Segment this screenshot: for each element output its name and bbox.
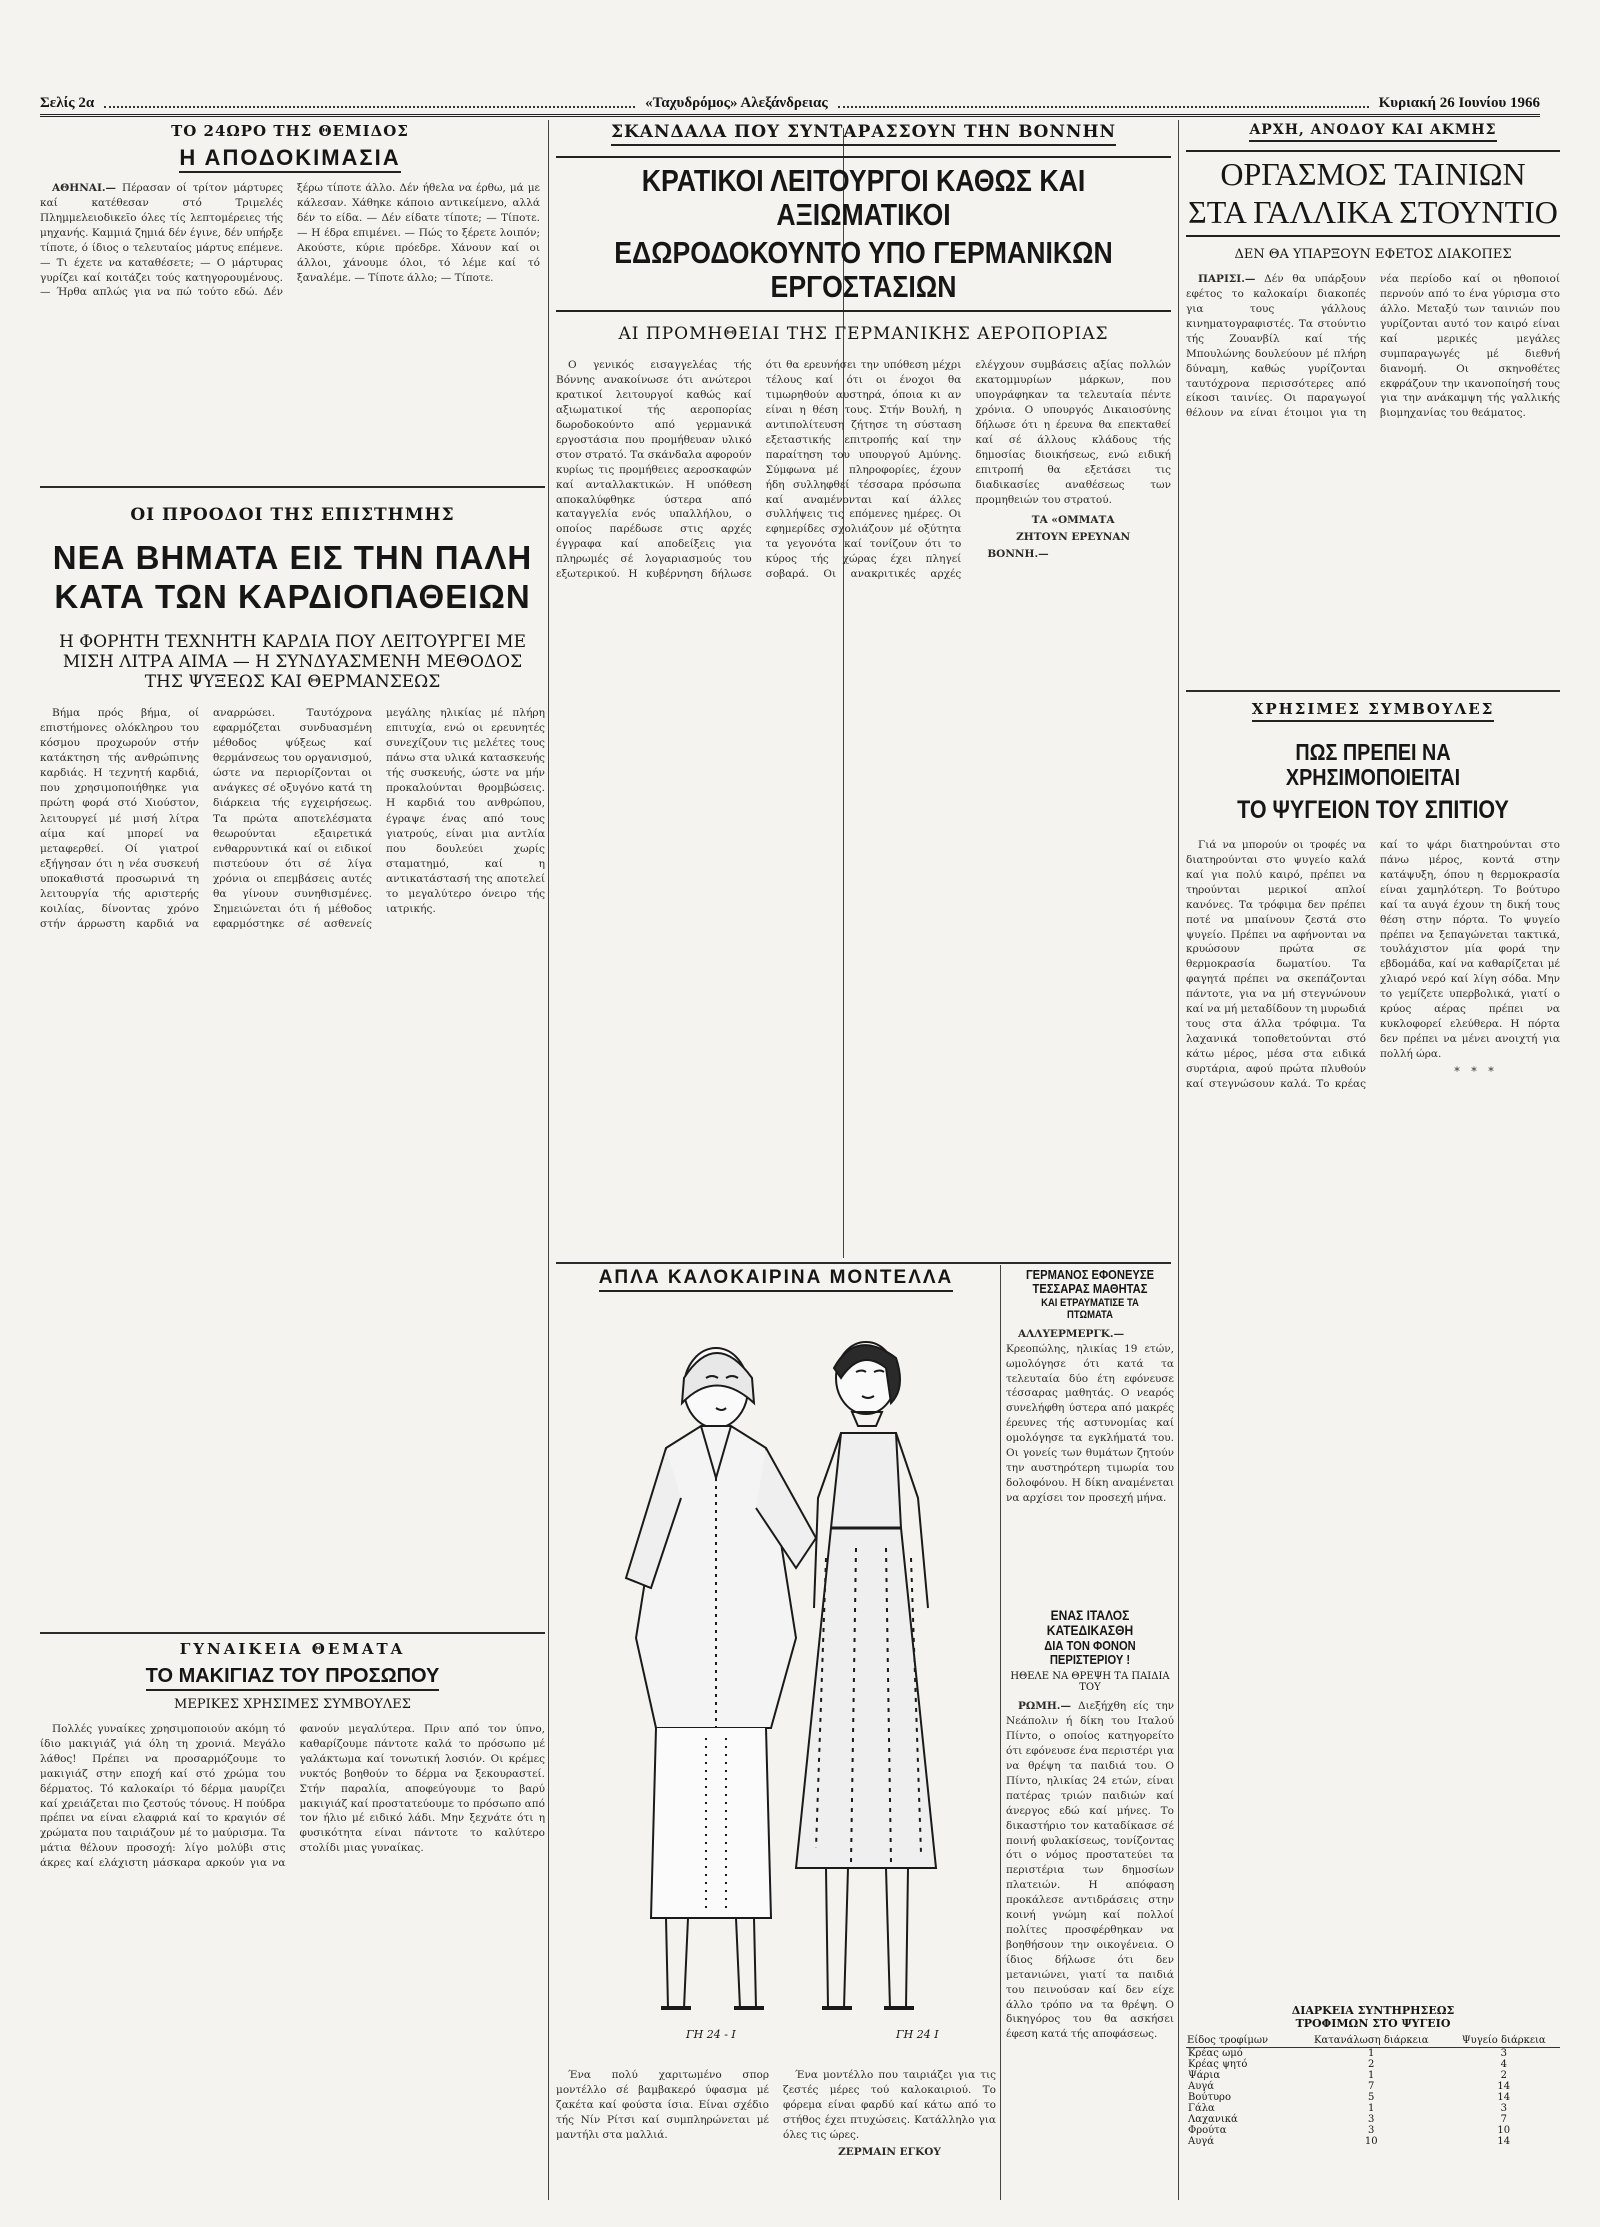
court-headline: Η ΑΠΟΔΟΚΙΜΑΣΙΑ	[179, 146, 400, 173]
table-cell: 5	[1368, 2092, 1375, 2104]
cinema-headline-1: ΟΡΓΑΣΜΟΣ ΤΑΙΝΙΩΝ	[1220, 156, 1526, 192]
fridge-body: Γιά να μπορούν οι τροφές να διατηρούνται στο ψυγείο καλά καί για πολύ καιρό, πρέπει να τηρούνται μερικοί απλοί κανόνες. Τα τρόφιμα δεν πρέπει ποτέ να μπαίνουν ζεστά στο ψυγείο. Πρέπει να αφήνονται να κρυώσουν πρώτα σε θερμοκρασία δωματίου. Τα φαγητά πρέπει να σκεπάζονται πάντοτε, για να μή στεγνώνουν καί να μή μεταδίδουν τη μυρωδιά τους στα άλλα τρόφιμα. Τα λαχανικά τοποθετούνται στό κάτω μέρος, μέσα στα ειδικά συρτάρια, αφού πρώτα πλυθούν καί στεγνώσουν καλά. Το κρέας καί το ψάρι διατηρούνται στο πάνω μέρος, κοντά στην κατάψυξη, όπου η θερμοκρασία είναι χαμηλότερη. Το βούτυρο καί τα αυγά έχουν τη δική τους θέση στην πόρτα. Το ψυγείο πρέπει να ξεπαγώνεται τακτικά, τουλάχιστον μία φορά την εβδομάδα, καί να καθαρίζεται μέ χλιαρό νερό καί λίγη σόδα. Μην το γεμίζετε υπερβολικά, γιατί ο κρύος αέρας πρέπει να κυκλοφορεί ελεύθερα. Η πόρτα δεν πρέπει να μένει ανοιχτή για πολλή ώρα.	[1186, 839, 1560, 1090]
court-kicker: ΤΟ 24ΩΡΟ ΤΗΣ ΘΕΜΙΔΟΣ	[171, 122, 409, 140]
fashion-label-2: ΓΗ 24 I	[896, 2028, 939, 2041]
table-header: Κατανάλωση διάρκεια	[1295, 2034, 1448, 2048]
table-cell: Γάλα	[1188, 2103, 1215, 2115]
fashion-signature: ΖΕΡΜΑΙΝ ΕΓΚΟΥ	[838, 2145, 941, 2158]
paper-name: «Ταχυδρόμος» Αλεξάνδρειας	[645, 94, 828, 111]
bonn-kicker: ΣΚΑΝΔΑΛΑ ΠΟΥ ΣΥΝΤΑΡΑΣΣΟΥΝ ΤΗΝ ΒΟΝΝΗΝ	[611, 122, 1116, 146]
table-cell: 7	[1500, 2114, 1507, 2126]
fashion-headline: ΑΠΛΑ ΚΑΛΟΚΑΙΡΙΝΑ ΜΟΝΤΕΛΛΑ	[599, 1268, 954, 1292]
table-cell: Λαχανικά	[1188, 2114, 1238, 2126]
storage-table-title-2: ΤΡΟΦΙΜΩΝ ΣΤΟ ΨΥΓΕΙΟ	[1295, 2017, 1451, 2031]
table-cell: Αυγά	[1188, 2136, 1215, 2148]
table-cell: Φρούτα	[1188, 2125, 1227, 2137]
crime-dateline: ΑΛΛΥΕΡΜΕΡΓΚ.—	[1018, 1327, 1125, 1340]
table-cell: 14	[1497, 2092, 1511, 2104]
model-right-figure	[796, 1342, 936, 2008]
table-cell: Κρέας ωμό	[1188, 2048, 1243, 2060]
table-cell: 14	[1497, 2081, 1511, 2093]
italian-headline-2: ΔΙΑ ΤΟΝ ΦΟΝΟΝ ΠΕΡΙΣΤΕΡΙΟΥ !	[1044, 1637, 1136, 1668]
cinema-headline-2: ΣΤΑ ΓΑΛΛΙΚΑ ΣΤΟΥΝΤΙΟ	[1188, 193, 1558, 230]
bonn-sub: ΑΙ ΠΡΟΜΗΘΕΙΑΙ ΤΗΣ ΓΕΡΜΑΝΙΚΗΣ ΑΕΡΟΠΟΡΙΑΣ	[618, 324, 1109, 345]
fridge-article: ΧΡΗΣΙΜΕΣ ΣΥΜΒΟΥΛΕΣ ΠΩΣ ΠΡΕΠΕΙ ΝΑ ΧΡΗΣΙΜΟΠΟΙΕΙΤΑΙ ΤΟ ΨΥΓΕΙΟΝ ΤΟΥ ΣΠΙΤΙΟΥ Γιά να μπορούν οι τροφές να διατηρούνται στο ψυγείο καλά καί για πολύ καιρό, πρέπει να τηρούνται μερικοί απλοί κανόνες. Τα τρόφιμα δεν πρέπει ποτέ να μπαίνουν ζεστά στο ψυγείο. Πρέπει να αφήνονται να κρυώσουν πρώτα σε θερμοκρασία δωματίου. Τα φαγητά πρέπει να σκεπάζονται πάντοτε, για να μή στεγνώνουν καί να μή μεταδίδουν τη μυρωδιά τους στα άλλα τρόφιμα. Τα λαχανικά τοποθετούνται στό κάτω μέρος, μέσα στα ειδικά συρτάρια, αφού πρώτα πλυθούν καί στεγνώσουν καλά. Το κρέας καί το ψάρι διατηρούνται στο πάνω μέρος, κοντά στην κατάψυξη, όπου η θερμοκρασία είναι χαμηλότερη. Το βούτυρο καί τα αυγά έχουν τη δική τους θέση στην πόρτα. Το ψυγείο πρέπει να ξεπαγώνεται τακτικά, τουλάχιστον μία φορά την εβδομάδα, καί να καθαρίζεται μέ χλιαρό νερό καί λίγη σόδα. Μην το γεμίζετε υπερβολικά, γιατί ο κρύος αέρας πρέπει να κυκλοφορεί ελεύθερα. Η πόρτα δεν πρέπει να μένει ανοιχτή για πολλή ώρα. * * * ΔΙΑΡΚΕΙΑ ΣΥΝΤΗΡΗΣΕΩΣ ΤΡΟΦΙΜΩΝ ΣΤΟ ΨΥΓΕΙΟ Είδος τροφίμων Κατανάλωση διάρκεια Ψυγείο διάρκεια Κρέας ωμό 1 3 Κρέας ψητό 2 4 Ψάρια 1 2 Αυγά 7 14 Βούτυρο 5 14 Γάλα 1 3 Λαχανικά 3 7 Φρούτα 3 10 Αυγά 10 14	[1186, 700, 1560, 2148]
bonn-article	[556, 122, 1171, 1257]
cinema-sub: ΔΕΝ ΘΑ ΥΠΑΡΞΟΥΝ ΕΦΕΤΟΣ ΔΙΑΚΟΠΕΣ	[1234, 247, 1512, 263]
table-cell: 3	[1500, 2048, 1507, 2060]
storage-table-grid	[1186, 2034, 1560, 2147]
science-deck-2: ΜΙΣΗ ΛΙΤΡΑ ΑΙΜΑ — Η ΣΥΝΔΥΑΣΜΕΝΗ ΜΕΘΟΔΟΣ	[62, 652, 523, 673]
crime-headline-1: ΓΕΡΜΑΝΟΣ ΕΦΟΝΕΥΣΕ	[1025, 1268, 1155, 1282]
fashion-caption-2: Ένα μοντέλλο που ταιριάζει για τις ζεστές μέρες τού καλοκαιριού. Το φόρεμα είναι φαρδύ καί κάτω από το στήθος έχει πτυχώσεις. Κατάλληλο για όλες τις ώρες.	[783, 2069, 996, 2141]
table-cell: 1	[1368, 2070, 1375, 2082]
crime-body: Κρεοπώλης, ηλικίας 19 ετών, ωμολόγησε ότι κατά τα τελευταία δύο έτη εφόνευσε τέσσαρας μαθητάς. Ο νεαρός συνελήφθη ύστερα από μακρές έρευνες τής αστυνομίας καί ομολόγησε τα εγκλήματά του. Οι γονείς των θυμάτων ζητούν την αυστηρότερη τιμωρία του δολοφόνου. Η δίκη αναμένεται να αρχίσει τον προσεχή μήνα.	[1006, 1342, 1174, 1504]
issue-date: Κυριακή 26 Ιουνίου 1966	[1378, 94, 1540, 111]
table-cell: 10	[1364, 2136, 1378, 2148]
bonn-headline-1: ΚΡΑΤΙΚΟΙ ΛΕΙΤΟΥΡΓΟΙ ΚΑΘΩΣ ΚΑΙ ΑΞΙΩΜΑΤΙΚΟΙ	[641, 163, 1086, 233]
science-deck-3: ΤΗΣ ΨΥΞΕΩΣ ΚΑΙ ΘΕΡΜΑΝΣΕΩΣ	[144, 672, 441, 693]
table-cell: Βούτυρο	[1188, 2092, 1231, 2104]
cinema-body: Δέν θα υπάρξουν εφέτος το καλοκαίρι διακοπές για τους γάλλους κινηματογραφιστές. Τα στούντιο τής Ζουανβίλ καί τής Μπουλώνης δουλεύουν μέ πλήρη δύναμη, καθώς γυρίζονται ταυτόχρονα περισσότερες από είκοσι ταινίες. Οι παραγωγοί θέλουν να είναι έτοιμοι για τη νέα περίοδο καί οι ηθοποιοί περνούν από το ένα γύρισμα στο άλλο. Μεταξύ των ταινιών που γυρίζονται αυτό τον καιρό είναι καί μερικές μεγάλες συμπαραγωγές μέ διεθνή διανομή. Οι σκηνοθέτες εκφράζουν την ικανοποίησή τους για την ανάκαμψη τής γαλλικής βιομηχανίας του θεάματος.	[1186, 273, 1560, 420]
german-crime-article	[1006, 1268, 1174, 1598]
table-header: Είδος τροφίμων	[1186, 2034, 1295, 2048]
fashion-caption-1: Ένα πολύ χαριτωμένο σπορ μοντέλλο σέ βαμβακερό ύφασμα μέ ζακέτα καί φούστα ίσια. Είναι σχέδιο τής Νίν Ρίτσι καί συμπληρώνεται μέ μαντήλι στα μαλλιά.	[556, 2069, 769, 2141]
science-article	[40, 495, 545, 1625]
fridge-kicker: ΧΡΗΣΙΜΕΣ ΣΥΜΒΟΥΛΕΣ	[1252, 700, 1495, 722]
makeup-kicker: ΓΥΝΑΙΚΕΙΑ ΘΕΜΑΤΑ	[179, 1640, 406, 1658]
table-cell: 10	[1497, 2125, 1511, 2137]
court-dateline: ΑΘΗΝΑΙ.—	[52, 182, 117, 195]
table-cell: 7	[1368, 2081, 1375, 2093]
fashion-label-1: ΓΗ 24 - I	[686, 2028, 736, 2041]
table-cell: 2	[1368, 2059, 1375, 2071]
table-cell: Αυγά	[1188, 2081, 1215, 2093]
fridge-headline-2: ΤΟ ΨΥΓΕΙΟΝ ΤΟΥ ΣΠΙΤΙΟΥ	[1237, 795, 1509, 824]
table-row	[1186, 2125, 1560, 2136]
table-row	[1186, 2114, 1560, 2125]
cinema-dateline: ΠΑΡΙΣΙ.—	[1198, 273, 1256, 286]
italian-body: Διεξήχθη είς την Νεάπολιν ή δίκη του Ιταλού Πίντο, ο οποίος κατηγορείτο ότι εφόνευσε ένα περιστέρι για να θρέψη τα παιδιά του. Ο Πίντο, ηλικίας 24 ετών, είναι πατέρας τριών παιδιών καί άνεργος εδώ καί μήνες. Το δικαστήριο τον καταδίκασε σέ ποινή φυλακίσεως, τονίζοντας ότι ο νόμος προστατεύει τα περιστέρια των δημοσίων πλατειών. Η απόφαση προκάλεσε αντιδράσεις στην κοινή γνώμη καί πολλοί πολίτες προσφέρθηκαν να βοηθήσουν την οικογένεια. Ο ίδιος δήλωσε ότι δεν μετανιώνει, γιατί τα παιδιά του πεινούσαν καί δεν είχε άλλο τρόπο να τα θρέψη. Ο δικηγόρος του θα ασκήσει έφεση κατά τής αποφάσεως.	[1006, 1700, 1174, 2041]
table-row	[1186, 2103, 1560, 2114]
makeup-headline: ΤΟ ΜΑΚΙΓΙΑΖ ΤΟΥ ΠΡΟΣΩΠΟΥ	[146, 1666, 440, 1691]
cinema-kicker: ΑΡΧΗ, ΑΝΟΔΟΥ ΚΑΙ ΑΚΜΗΣ	[1249, 122, 1496, 142]
bonn-dateline: ΒΟΝΝΗ.—	[987, 548, 1049, 561]
table-cell: 1	[1368, 2048, 1375, 2060]
table-row	[1186, 2059, 1560, 2070]
table-cell: 14	[1497, 2136, 1511, 2148]
science-deck-1: Η ΦΟΡΗΤΗ ΤΕΧΝΗΤΗ ΚΑΡΔΙΑ ΠΟΥ ΛΕΙΤΟΥΡΓΕΙ ΜΕ	[58, 632, 526, 653]
table-row	[1186, 2092, 1560, 2103]
italian-article	[1006, 1608, 1174, 2206]
science-kicker: ΟΙ ΠΡΟΟΔΟΙ ΤΗΣ ΕΠΙΣΤΗΜΗΣ	[130, 505, 455, 525]
table-header: Ψυγείο διάρκεια	[1448, 2034, 1560, 2048]
table-cell: Ψάρια	[1188, 2070, 1221, 2082]
fashion-section	[556, 1268, 996, 2208]
table-row	[1186, 2081, 1560, 2092]
fashion-illustration	[556, 1308, 996, 2068]
bonn-body: Ο γενικός εισαγγελέας τής Βόννης ανακοίνωσε ότι ανώτεροι κρατικοί λειτουργοί καθώς καί αξιωματικοί τής αεροπορίας δωροδοκούντο από γερμανικά εργοστάσια που προμήθευαν υλικό στον στρατό. Τα σκάνδαλα αφορούν κυρίως τις προμήθειες αεροσκαφών καί ανταλλακτικών. Η υπόθεση αποκαλύφθηκε ύστερα από καταγγελία ενός υπαλλήλου, ο οποίος παρέδωσε στις αρχές έγγραφα καί αποδείξεις για πληρωμές σέ λογαριασμούς του εξωτερικού. Η κυβέρνηση δήλωσε ότι θα ερευνήσει την υπόθεση μέχρι τέλους καί ότι οι ένοχοι θα τιμωρηθούν αυστηρά, όποια κι αν είναι η θέση τους. Στήν Βουλή, η αντιπολίτευση ζήτησε τη σύσταση εξεταστικής επιτροπής καί την παραίτηση του υπουργού Αμύνης. Σύμφωνα μέ πληροφορίες, έχουν ήδη συλληφθεί τέσσαρα πρόσωπα καί αναμένονται καί άλλες συλλήψεις τις επόμενες ημέρες. Οι εφημερίδες σχολιάζουν μέ οξύτητα τα γεγονότα καί τονίζουν ότι το κύρος τής χώρας έχει πληγεί σοβαρά. Οι ανακριτικές αρχές ελέγχουν συμβάσεις αξίας πολλών εκατομμυρίων μάρκων, που υπογράφηκαν τα τελευταία πέντε χρόνια. Ο υπουργός Δικαιοσύνης δήλωσε ότι η έρευνα θα επεκταθεί καί σέ άλλους κλάδους τής δημοσίας διοικήσεως, ενώ ειδική επιτροπή θα εξετάσει τις διαδικασίες αναθέσεως των προμηθειών του στρατού.	[556, 359, 1171, 581]
makeup-sub: ΜΕΡΙΚΕΣ ΧΡΗΣΙΜΕΣ ΣΥΜΒΟΥΛΕΣ	[174, 1697, 411, 1712]
court-body: Πέρασαν οί τρίτον μάρτυρες καί κατέθεσαν στό Τριμελές Πλημμελειοδικεῖο όλες τίς λεπτομέρειες τής μηχανής. Καμμιά ζημιά δέν έγινε, δέν υπήρξε τίποτε, ό ίδιος ο τελευταίος μάρτυς επέμενε. — Τι έχετε να καταθέσετε; — Ο μάρτυρας γυρίζει καί κοιτάζει τούς κατηγορουμένους. — Ήρθα απλώς για να πώ τούτο εδώ. Δέν ξέρω τίποτε άλλο. Δέν ήθελα να έρθω, μά με κάλεσαν. Χάθηκε κάποιο αντικείμενο, αλλά δέν το είδα. — Δέν είδατε τίποτε; — Τίποτε. — Η έδρα επιμένει. — Πώς το ξέρετε λοιπόν; Ακούστε, κύριε πρόεδρε. Χάνουν καί οι άλλοι, χάνουμε όλοι, τό λέμε καί τό ξαναλέμε. — Τίποτε άλλο; — Τίποτε.	[40, 182, 540, 299]
science-body: Βήμα πρός βήμα, οί επιστήμονες ολόκληρου του κόσμου προχωρούν στήν κατάκτηση τής ανθρώπινης καρδιάς. Η τεχνητή καρδιά, που χρησιμοποιήθηκε για πρώτη φορά στό Χιούστον, λειτουργεί μέ μισή λίτρα αίμα καί μπορεί να μεταφερθεί. Οί γιατροί εξήγησαν ότι η νέα συσκευή υποκαθιστά προσωρινά τη λειτουργία τής αριστερής κοιλίας, δίνοντας χρόνο στήν άρρωστη καρδιά να αναρρώσει. Ταυτόχρονα εφαρμόζεται συνδυασμένη μέθοδος ψύξεως καί θερμάνσεως του οργανισμού, ώστε να περιορίζονται οι ανάγκες σέ οξυγόνο κατά τη διάρκεια τής εγχειρήσεως. Τα πρώτα αποτελέσματα θεωρούνται εξαιρετικά ενθαρρυντικά καί οι ειδικοί πιστεύουν ότι σέ λίγα χρόνια οι επεμβάσεις αυτές θα γίνουν συνηθισμένες. Σημειώνεται ότι ή μέθοδος εφαρμόστηκε σέ ασθενείς μεγάλης ηλικίας μέ πλήρη επιτυχία, ενώ οι ερευνητές συνεχίζουν τις μελέτες τους πάνω στα υλικά κατασκευής τής συσκευής, ώστε να μήν προκαλούνται θρομβώσεις. Η καρδιά του ανθρώπου, έγραψε ένας από τους γιατρούς, είναι μια αντλία που δουλεύει χωρίς σταματημό, καί η αντικατάστασή της αποτελεί το μεγαλύτερο όνειρο τής ιατρικής.	[40, 707, 545, 930]
storage-table-title-1: ΔΙΑΡΚΕΙΑ ΣΥΝΤΗΡΗΣΕΩΣ	[1291, 2004, 1455, 2018]
science-headline-2: ΚΑΤΑ ΤΩΝ ΚΑΡΔΙΟΠΑΘΕΙΩΝ	[54, 577, 531, 615]
bonn-byline-1: ΤΑ «ΟΜΜΑΤΑ	[1031, 514, 1115, 527]
table-row	[1186, 2136, 1560, 2147]
italian-dateline: ΡΩΜΗ.—	[1018, 1700, 1071, 1713]
table-row	[1186, 2048, 1560, 2060]
bonn-byline-2: ΖΗΤΟΥΝ ΕΡΕΥΝΑΝ	[1016, 531, 1131, 544]
table-cell: 3	[1368, 2125, 1375, 2137]
table-cell: Κρέας ψητό	[1188, 2059, 1248, 2071]
model-left-figure	[626, 1348, 816, 2008]
page-number: Σελίς 2α	[40, 94, 95, 111]
table-cell: 1	[1368, 2103, 1375, 2115]
table-cell: 3	[1368, 2114, 1375, 2126]
crime-headline-3: ΚΑΙ ΕΤΡΑΥΜΑΤΙΣΕ ΤΑ ΠΤΩΜΑΤΑ	[1041, 1296, 1139, 1321]
storage-table	[1186, 2004, 1560, 2147]
masthead	[40, 92, 1540, 117]
court-article	[40, 122, 540, 478]
table-cell: 4	[1500, 2059, 1507, 2071]
cinema-article	[1186, 122, 1560, 682]
italian-headline-1: ΕΝΑΣ ΙΤΑΛΟΣ ΚΑΤΕΔΙΚΑΣΘΗ	[1046, 1608, 1134, 1639]
makeup-article	[40, 1640, 545, 2205]
fridge-headline-1: ΠΩΣ ΠΡΕΠΕΙ ΝΑ ΧΡΗΣΙΜΟΠΟΙΕΙΤΑΙ	[1285, 739, 1461, 791]
makeup-body: Πολλές γυναίκες χρησιμοποιούν ακόμη τό ίδιο μακιγιάζ γιά όλη τη χρονιά. Μεγάλο λάθος! Πρέπει να προσαρμόζουμε το μακιγιάζ στην εποχή καί στό χρώμα του δέρματος. Τό καλοκαίρι τό δέρμα μαυρίζει καί χρειάζεται πιο ζεστούς τόνους. Η πούδρα πρέπει να είναι ελαφριά καί το κραγιόν σέ χρώματα που ταιριάζουν μέ το μαύρισμα. Τα μάτια θέλουν προσοχή: λίγο μολύβι στις άκρες καί ελάχιστη μάσκαρα αρκούν για να φανούν μεγαλύτερα. Πριν από τον ύπνο, καθαρίζουμε πάντοτε καλά το πρόσωπο μέ γαλάκτωμα καί τονωτική λοσιόν. Οι κρέμες νυκτός βοηθούν το δέρμα να ξεκουραστεί. Στήν παραλία, αποφεύγουμε το βαρύ μακιγιάζ καί προστατεύουμε το πρόσωπο από τον ήλιο μέ ειδικό λάδι. Μην ξεχνάτε ότι η φυσικότητα είναι πάντοτε το καλύτερο στολίδι μιας γυναίκας.	[40, 1723, 545, 1870]
table-cell: 3	[1500, 2103, 1507, 2115]
bonn-headline-2: ΕΔΩΡΟΔΟΚΟΥΝΤΟ ΥΠΟ ΓΕΡΜΑΝΙΚΩΝ ΕΡΓΟΣΤΑΣΙΩΝ	[614, 235, 1113, 305]
science-headline-1: ΝΕΑ ΒΗΜΑΤΑ ΕΙΣ ΤΗΝ ΠΑΛΗ	[52, 539, 533, 576]
table-cell: 2	[1500, 2070, 1507, 2082]
table-row	[1186, 2070, 1560, 2081]
italian-sub: ΗΘΕΛΕ ΝΑ ΘΡΕΨΗ ΤΑ ΠΑΙΔΙΑ ΤΟΥ	[1010, 1671, 1170, 1694]
crime-headline-2: ΤΕΣΣΑΡΑΣ ΜΑΘΗΤΑΣ	[1032, 1281, 1148, 1297]
